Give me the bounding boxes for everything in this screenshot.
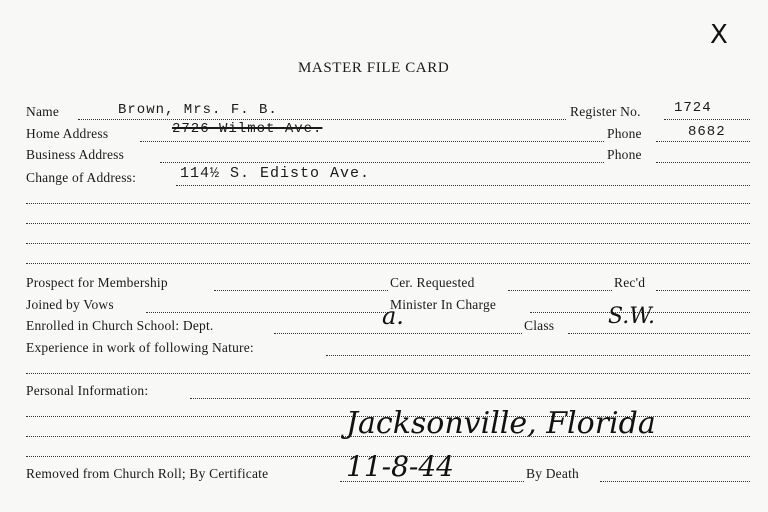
class-line xyxy=(568,333,750,334)
name-value: Brown, Mrs. F. B. xyxy=(118,102,278,118)
personal-info-value: Jacksonville, Florida xyxy=(346,406,656,441)
phone-line xyxy=(656,141,750,142)
corner-mark: X xyxy=(710,20,728,50)
recd-label: Rec'd xyxy=(614,275,646,290)
prospect-label: Prospect for Membership xyxy=(26,275,168,290)
register-no-line xyxy=(664,119,750,120)
business-address-label: Business Address xyxy=(26,147,125,162)
removed-label: Removed from Church Roll; By Certificate xyxy=(26,466,269,481)
dept-value: a. xyxy=(382,302,404,330)
phone-value: 8682 xyxy=(688,124,726,140)
change-of-address-value: 114½ S. Edisto Ave. xyxy=(180,165,371,182)
joined-by-vows-label: Joined by Vows xyxy=(26,297,114,312)
home-address-value: 2726 Wilmot Ave. xyxy=(172,121,323,137)
enrolled-label: Enrolled in Church School: Dept. xyxy=(26,318,214,333)
register-no-label: Register No. xyxy=(570,104,641,119)
by-death-label: By Death xyxy=(526,466,579,481)
cer-requested-line xyxy=(508,290,612,291)
name-label: Name xyxy=(26,104,60,119)
class-value: S.W. xyxy=(608,304,656,329)
experience-label: Experience in work of following Nature: xyxy=(26,340,254,355)
blank-line-2 xyxy=(26,223,750,224)
home-address-label: Home Address xyxy=(26,126,109,141)
by-death-line xyxy=(600,481,750,482)
blank-line-3 xyxy=(26,243,750,244)
home-address-line xyxy=(140,141,604,142)
change-of-address-line xyxy=(176,185,750,186)
name-line xyxy=(78,119,566,120)
phone-label: Phone xyxy=(607,126,642,141)
blank-line-4 xyxy=(26,263,750,264)
register-no-value: 1724 xyxy=(674,100,712,116)
dept-line xyxy=(274,333,522,334)
experience-line-2 xyxy=(26,373,750,374)
business-phone-line xyxy=(656,162,750,163)
certificate-value: 11-8-44 xyxy=(346,450,454,483)
class-label: Class xyxy=(524,318,555,333)
business-phone-label: Phone xyxy=(607,147,642,162)
recd-line xyxy=(656,290,750,291)
joined-by-vows-line xyxy=(146,312,388,313)
change-of-address-label: Change of Address: xyxy=(26,170,137,185)
prospect-line xyxy=(214,290,388,291)
minister-label: Minister In Charge xyxy=(390,297,497,312)
card-title: MASTER FILE CARD xyxy=(298,60,450,76)
blank-line-1 xyxy=(26,203,750,204)
personal-info-line xyxy=(190,398,750,399)
business-address-line xyxy=(160,162,604,163)
experience-line xyxy=(326,355,750,356)
personal-info-label: Personal Information: xyxy=(26,383,149,398)
cer-requested-label: Cer. Requested xyxy=(390,275,475,290)
